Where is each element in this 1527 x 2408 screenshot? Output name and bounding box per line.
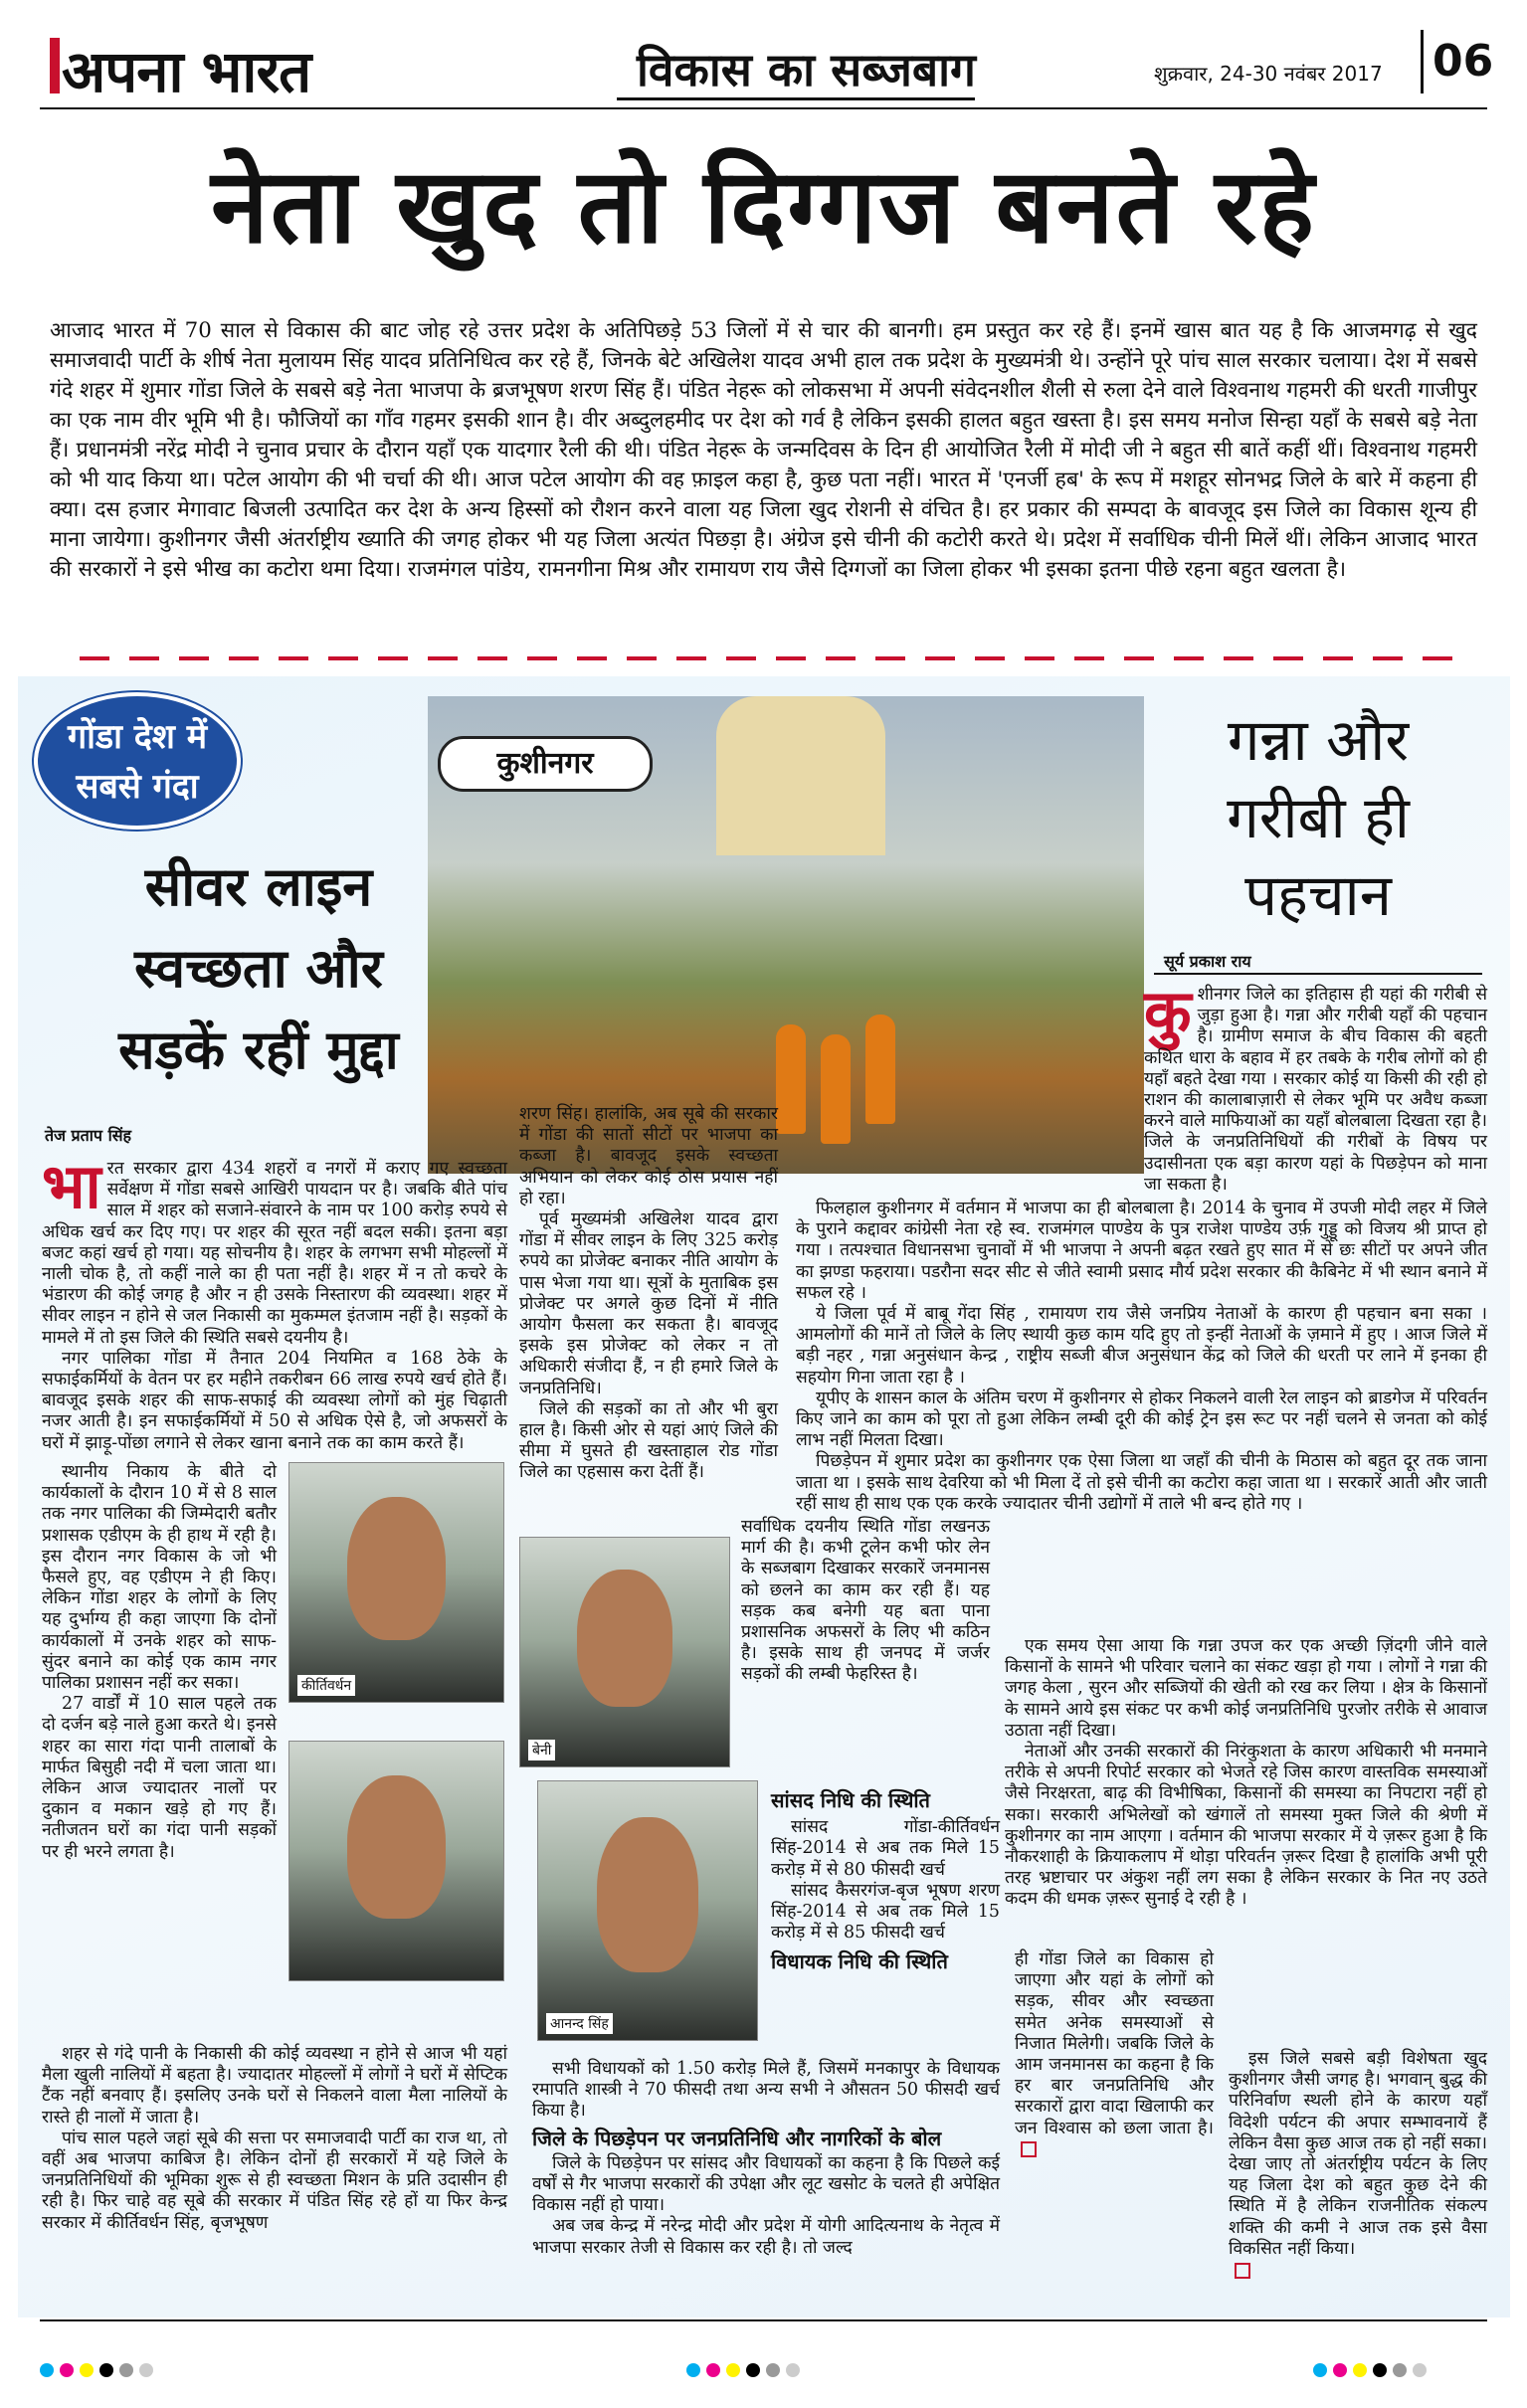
paragraph: शहर से गंदे पानी के निकासी की कोई व्यवस्था न होने से आज भी यहां मैला खुली नालियों में बहता है। ज्यादातर मोहल्लों में लोगों ने घरों में सेप्टिक टैंक नहीं बनवाए हैं। इसलिए उनके घरों से निकलने वाला मैला नालियों के रास्ते ही नालों में जाता है।: [42, 2044, 507, 2128]
headline-line: सड़कें रहीं मुद्दा: [118, 1018, 399, 1081]
badge-line: सबसे गंदा: [76, 767, 199, 807]
footer-rule: [40, 2319, 1487, 2321]
temple-shape: [716, 696, 885, 855]
photo-kirtivardhan: [288, 1462, 504, 1703]
gonda-tail-column: [1015, 1949, 1214, 2160]
paragraph: एक समय ऐसा आया कि गन्ना उपज कर एक अच्छी ज़िंदगी जीने वाले किसानों के सामने भी परिवार चलाने का संकट खड़ा हो गया । लोगों ने गन्ना की जगह केला , सुरन और सब्जियों की खेती को रख कर लिया । क्षेत्र के किसानों के सामने आये इस संकट पर कभी कोई जनप्रतिनिधि पुरजोर तरीके से आवाज उठाता नहीं दिखा।: [1005, 1636, 1487, 1741]
right-story-headline: [1154, 701, 1482, 934]
headline-line: पहचान: [1244, 861, 1392, 929]
paragraph: सर्वाधिक दयनीय स्थिति गोंडा लखनऊ मार्ग की है। कभी टूलेन कभी फोर लेन के सब्जबाग दिखाकर सरकारें जनमानस को छलने का काम कर रही हैं। यह सड़क कब बनेगी यह बता पाना प्रशासनिक अफसरों के लिए भी कठिन है। इसके साथ ही जनपद में जर्जर सड़कों की लम्बी फेहरिस्त है।: [741, 1517, 990, 1685]
paragraph: नेताओं और उनकी सरकारों की निरंकुशता के कारण अधिकारी भी मनमाने तरीके से अपनी रिपोर्ट सरकार को भेजते रहे जिस कारण वास्तविक समस्याओं जैसे निरक्षरता, बाढ़ की विभीषिका, किसानों की समस्या का निपटारा नहीं हो सका। सरकारी अभिलेखों को खंगालें तो समस्या मुक्त जिले की श्रेणी में कुशीनगर का नाम आएगा । वर्तमान की भाजपा सरकार में ये ज़रूर हुआ है कि नौकरशाही के क्रियाकलाप में थोड़ा परिवर्तन ज़रूर दिखा है हालांकि अभी पूरी तरह भ्रष्टाचार पर अंकुश नहीं लग सका है लेकिन सरकार के नित नए उठते कदम की धमक ज़रूर सुनाई दे रही है ।: [1005, 1742, 1487, 1910]
brand-title: अपना भारत: [62, 38, 311, 105]
section-underline: [617, 97, 975, 100]
paragraph: जिले की सड़कों का तो और भी बुरा हाल है। किसी ओर से यहां आएं जिले की सीमा में घुसते ही खस्ताहाल रोड गोंडा जिले का एहसास करा देतीं हैं।: [519, 1398, 778, 1483]
drop-cap: भा: [42, 1150, 101, 1222]
paragraph: शरण सिंह। हालांकि, अब सूबे की सरकार में गोंडा की सातों सीटों पर भाजपा का कब्जा है। बावजूद इसके स्वच्छता अभियान को लेकर कोई ठोस प्रयास नहीं हो रहा।: [519, 1104, 778, 1208]
paragraph: ये जिला पूर्व में बाबू गेंदा सिंह , रामायण राय जैसे जनप्रिय नेताओं के कारण ही पहचान बना सका । आमलोगों की मानें तो जिले के लिए स्थायी कुछ काम यदि हुए तो इन्हीं नेताओं के ज़माने में हुए । आज जिले में बड़ी नहर , गन्ना अनुसंधान केन्द्र , राष्ट्रीय सब्जी बीज अनुसंधान केंद्र को जिले की धरती पर लाने में इनका ही सहयोग गिना जाता रहा है ।: [796, 1304, 1487, 1388]
section-title: विकास का सब्जबाग: [637, 43, 976, 96]
end-mark: [1235, 2263, 1250, 2279]
face-shape: [597, 1817, 697, 1972]
paragraph: जिले के पिछड़ेपन पर सांसद और विधायकों का कहना है कि पिछले कई वर्षों से गैर भाजपा सरकारों की उपेक्षा और लूट खसोट के चलते ही अपेक्षित विकास नहीं हो पाया।: [532, 2152, 1000, 2216]
paragraph: नगर पालिका गोंडा में तैनात 204 नियमित व 168 ठेके के सफाईकर्मियों के वेतन पर हर महीने तकरीबन 66 लाख रुपये खर्च होते हैं। बावजूद इसके शहर की साफ-सफाई की व्यवस्था लोगों को मुंह चिढ़ाती नजर आती है। इन सफाईकर्मियों में 50 से अधिक ऐसे है, जो अफसरों के घरों में झाड़ू-पोंछा लगाने से लेकर खाना बनाने तक का काम करते हैं।: [42, 1348, 507, 1453]
registration-marks: [686, 2362, 806, 2381]
paragraph: स्थानीय निकाय के बीते दो कार्यकालों के दौरान 10 में से 8 साल तक नगर पालिका की जिम्मेदारी बतौर प्रशासक एडीएम के ही हाथ में रही है। इस दौरान नगर विकास के जो भी फैसले हुए, वह एडीएम ने ही किए। लेकिन गोंडा शहर के लोगों के लिए यह दुर्भाग्य ही कहा जाएगा कि दोनों कार्यकालों में उनके शहर को साफ-सुंदर बनाने का कोई एक काम नगर पालिका प्रशासन नहीं कर सका।: [42, 1462, 277, 1694]
monk-figure: [776, 1024, 806, 1134]
monk-figure: [865, 1015, 895, 1124]
page-divider: [1421, 30, 1424, 93]
paragraph: फिलहाल कुशीनगर में वर्तमान में भाजपा का ही बोलबाला है। 2014 के चुनाव में उपजी मोदी लहर में जिले के पुराने कद्दावर कांग्रेसी नेता रहे स्व. राजमंगल पाण्डेय के पुत्र राजेश पाण्डेय उर्फ़ गुड्डू को विजय श्री प्राप्त हो गया । तत्पश्चात विधानसभा चुनावों में भी भाजपा ने अपनी बढ़त रखते हुए सात में से छः सीटों पर अपने जीत का झण्डा फहराया। पडरौना सदर सीट से जीते स्वामी प्रसाद मौर्य प्रदेश सरकार की कैबिनेट में भी स्थान बनाने में सफल रहे ।: [796, 1199, 1487, 1303]
paragraph: ही गोंडा जिले का विकास हो जाएगा और यहां के लोगों को सड़क, सीवर और स्वच्छता समेत अनेक समस्याओं से निजात मिलेगी। जबकि जिले के आम जनमानस का कहना है कि हर बार जनप्रतिनिधि और सरकारों द्वारा वादा खिलाफी कर जन विश्वास को छला जाता है।: [1015, 1949, 1214, 2138]
left-column-top: [42, 1150, 507, 1454]
photo-label: कुशीनगर: [438, 736, 653, 792]
left-column-bottom: [42, 2044, 507, 2234]
intro-paragraph: आजाद भारत में 70 साल से विकास की बाट जोह रहे उत्तर प्रदेश के अतिपिछड़े 53 जिलों में से चार की बानगी। हम प्रस्तुत कर रहे हैं। इनमें खास बात यह है कि आजमगढ़ से खुद समाजवादी पार्टी के शीर्ष नेता मुलायम सिंह यादव प्रतिनिधित्व कर रहे हैं, जिनके बेटे अखिलेश यादव अभी हाल तक प्रदेश के मुख्यमंत्री थे। उन्होंने पूरे पांच साल सरकार चलाया। देश में सबसे गंदे शहर में शुमार गोंडा जिले के सबसे बड़े नेता भाजपा के ब्रजभूषण शरण सिंह हैं। पंडित नेहरू को लोकसभा में अपनी संवेदनशील शैली से रुला देने वाले विश्वनाथ गहमरी की धरती गाजीपुर का एक नाम वीर भूमि भी है। फौजियों का गाँव गहमर इसकी शान है। वीर अब्दुलहमीद पर देश को गर्व है लेकिन इसकी हालत बहुत खस्ता है। इस समय मनोज सिन्हा यहाँ के सबसे बड़े नेता हैं। प्रधानमंत्री नरेंद्र मोदी ने चुनाव प्रचार के दौरान यहाँ एक यादगार रैली की थी। पंडित नेहरू के जन्मदिवस के दिन ही आयोजित रैली में मोदी जी ने बहुत सी बातें कहीं थीं। विश्वनाथ गहमरी को भी याद किया था। पटेल आयोग की भी चर्चा की थी। आज पटेल आयोग की वह फ़ाइल कहा है, कुछ पता नहीं। भारत में 'एनर्जी हब' के रूप में मशहूर सोनभद्र जिले के बारे में कहना ही क्या। दस हजार मेगावाट बिजली उत्पादित कर देश के अन्य हिस्सों को रौशन करने वाला यह जिला खुद रोशनी से वंचित है। हर प्रकार की सम्पदा के बावजूद इस जिले का विकास शून्य ही माना जायेगा। कुशीनगर जैसी अंतर्राष्ट्रीय ख्याति की जगह होकर भी यह जिला अत्यंत पिछड़ा है। अंग्रेज इसे चीनी की कटोरी करते थे। प्रदेश में सर्वाधिक चीनी मिलें थीं। लेकिन आजाद भारत की सरकारों ने इसे भीख का कटोरा थमा दिया। राजमंगल पांडेय, रामनगीना मिश्र और रामायण राय जैसे दिग्गजों का जिला होकर भी इसका इतना पीछे रहना बहुत खलता है।: [50, 318, 1477, 582]
brand-accent-bar: [50, 38, 60, 93]
middle-column-bottom: [532, 2059, 1000, 2259]
header-rule: [40, 107, 1487, 109]
subhead: सांसद निधि की स्थिति: [771, 1788, 930, 1812]
headline-line: सीवर लाइन: [144, 854, 373, 918]
page-number: 06: [1432, 36, 1494, 87]
photo-anand-singh: [537, 1780, 758, 2041]
paragraph: यूपीए के शासन काल के अंतिम चरण में कुशीनगर से होकर निकलने वाली रेल लाइन को ब्राडगेज में परिवर्तन किए जाने का काम को पूरा तो हुआ लेकिन लम्बी दूरी की कोई ट्रेन इस रूट पर नहीं चलने से जनता को कोई लाभ नहीं मिलता दिखा।: [796, 1388, 1487, 1451]
end-mark: [1021, 2141, 1037, 2157]
photo-beni: [519, 1537, 730, 1767]
face-shape: [347, 1497, 446, 1640]
main-headline: नेता खुद तो दिग्गज बनते रहे: [211, 144, 1316, 267]
left-byline: तेज प्रताप सिंह: [45, 1126, 132, 1145]
dashed-divider: [80, 656, 1452, 660]
paragraph: 27 वार्डों में 10 साल पहले तक दो दर्जन बड़े नाले हुआ करते थे। इनसे शहर का सारा गंदा पानी तालाबों के मार्फत बिसुही नदी में चला जाता था। लेकिन आज ज्यादातर नालों पर दुकान व मकान खड़े हो गए हैं। नतीजतन घरों का गंदा पानी सड़कों पर ही भरने लगता है।: [42, 1694, 277, 1862]
face-shape: [577, 1570, 673, 1707]
right-column-end: [1229, 2049, 1487, 2281]
paragraph: पिछड़ेपन में शुमार प्रदेश का कुशीनगर एक ऐसा जिला था जहाँ की चीनी के मिठास को बहुत दूर तक जाना जाता था । इसके साथ देवरिया को भी मिला दें तो इसे चीनी का कटोरा कहा जाता था । सरकारें आती और जाती रहीं साथ ही साथ एक एक करके ज्यादातर चीनी उद्योगों में ताले भी बन्द होते गए ।: [796, 1451, 1487, 1514]
subhead: विधायक निधि की स्थिति: [771, 1949, 948, 1974]
registration-marks: [1313, 2362, 1432, 2381]
left-column-narrow: [42, 1462, 277, 1863]
subhead: जिले के पिछड़ेपन पर जनप्रतिनिधि और नागरिकों के बोल: [532, 2126, 942, 2150]
face-shape: [347, 1775, 446, 1919]
paragraph: इस जिले सबसे बड़ी विशेषता खुद कुशीनगर जैसी जगह है। भगवान् बुद्ध की परिनिर्वाण स्थली होने के कारण यहाँ विदेशी पर्यटन की अपार सम्भावनायें हैं लेकिन वैसा कुछ आज तक हो नहीं सका। देखा जाए तो अंतर्राष्ट्रीय पर्यटन के लिए यह जिला देश को बहुत कुछ देने की स्थिति में है लेकिन राजनीतिक संकल्प शक्ति की कमी ने आज तक इसे वैसा विकसित नहीं किया।: [1229, 2049, 1487, 2259]
badge-line: गोंडा देश में: [67, 717, 208, 757]
right-byline-rule: [1154, 973, 1482, 975]
paragraph: अब जब केन्द्र में नरेन्द्र मोदी और प्रदेश में योगी आदित्यनाथ के नेतृत्व में भाजपा सरकार तेजी से विकास कर रही है। तो जल्द: [532, 2216, 1000, 2258]
paragraph: रत सरकार द्वारा 434 शहरों व नगरों में कराए गए स्वच्छता सर्वेक्षण में गोंडा सबसे आखिरी पायदान पर है। जबकि बीते पांच साल में शहर को सजाने-संवारने के नाम पर 100 करोड़ रुपये से अधिक खर्च कर दिए गए। पर शहर की सूरत नहीं बदल सकी। इतना बड़ा बजट कहां खर्च हो गया। यह सोचनीय है। शहर के लगभग सभी मोहल्लों में नाली चोक है, तो कहीं नाले का ही पता नहीं है। शहर में न तो कचरे के भंडारण की कोई जगह है और न ही उसके निस्तारण की व्यवस्था। शहर में सीवर लाइन न होने से जल निकासी का मुकम्मल इंतजाम नहीं है। सड़कों के मामले में तो इस जिले की स्थिति सबसे दयनीय है।: [42, 1159, 507, 1348]
registration-marks: [40, 2362, 159, 2381]
middle-column-top: [519, 1104, 778, 1484]
issue-date: शुक्रवार, 24-30 नवंबर 2017: [1154, 62, 1383, 86]
photo-caption: आनन्द सिंह: [546, 2013, 613, 2034]
monk-figure: [821, 1034, 851, 1144]
middle-column-side: [741, 1517, 990, 1686]
photo-caption: कीर्तिवर्धन: [297, 1675, 355, 1696]
paragraph: शीनगर जिले का इतिहास ही यहां की गरीबी से जुड़ा हुआ है। गन्ना और गरीबी यहाँ की पहचान है। ग्रामीण समाज के बीच विकास की बहती कथित धारा के बहाव में हर तबके के गरीब लोगों को ही यहाँ बहते देखा गया । सरकार कोई या किसी की रही हो राशन की कालाबाज़ारी से लेकर भूमि पर अवैध कब्जा करने वाले माफियाओं का यहाँ बोलबाला दिखता रहा है। जिले के जनप्रतिनिधियों की गरीबों के विषय पर उदासीनता एक बड़ा कारण यहां के पिछड़ेपन को माना जा सकता है।: [1144, 985, 1487, 1195]
mp-fund-box: [771, 1790, 1000, 1973]
headline-line: स्वच्छता और: [134, 936, 383, 1000]
photo-brijbhushan: [288, 1741, 504, 1981]
left-story-headline: [40, 845, 477, 1090]
right-column-wide: [796, 1199, 1487, 1515]
gonda-badge: [38, 696, 237, 826]
headline-line: गरीबी ही: [1227, 784, 1410, 851]
paragraph: सभी विधायकों को 1.50 करोड़ मिले हैं, जिसमें मनकापुर के विधायक रमापति शास्त्री ने 70 फीसदी तथा अन्य सभी ने औसतन 50 फीसदी खर्च किया है।: [532, 2059, 1000, 2122]
paragraph: सांसद कैसरगंज-बृज भूषण शरण सिंह-2014 से अब तक मिले 15 करोड़ में से 85 फीसदी खर्च: [771, 1880, 1000, 1944]
right-lead-column: [1144, 976, 1487, 1196]
drop-cap: कु: [1144, 976, 1192, 1048]
right-column-lower: [1005, 1636, 1487, 1911]
right-byline: सूर्य प्रकाश राय: [1164, 952, 1251, 971]
paragraph: पूर्व मुख्यमंत्री अखिलेश यादव द्वारा गोंडा में सीवर लाइन के लिए 325 करोड़ रुपये का प्रोजेक्ट बनाकर नीति आयोग के पास भेजा गया था। सूत्रों के मुताबिक इस प्रोजेक्ट पर अगले कुछ दिनों में नीति आयोग फैसला कर सकता है। बावजूद इसके इस प्रोजेक्ट को लेकर न तो अधिकारी संजीदा हैं, न ही हमारे जिले के जनप्रतिनिधि।: [519, 1209, 778, 1398]
photo-caption: बेनी: [528, 1740, 555, 1760]
headline-line: गन्ना और: [1227, 706, 1410, 774]
paragraph: पांच साल पहले जहां सूबे की सत्ता पर समाजवादी पार्टी का राज था, तो वहीं अब भाजपा काबिज है। लेकिन दोनों ही सरकारों में यहे जिले के जनप्रतिनिधियों की भूमिका शुरू से ही स्वच्छता मिशन के प्रति उदासीन ही रही है। फिर चाहे वह सूबे की सरकार में पंडित सिंह रहे हों या फिर केन्द्र सरकार में कीर्तिवर्धन सिंह, बृजभूषण: [42, 2128, 507, 2233]
paragraph: सांसद गोंडा-कीर्तिवर्धन सिंह-2014 से अब तक मिले 15 करोड़ में से 80 फीसदी खर्च: [771, 1817, 1000, 1880]
